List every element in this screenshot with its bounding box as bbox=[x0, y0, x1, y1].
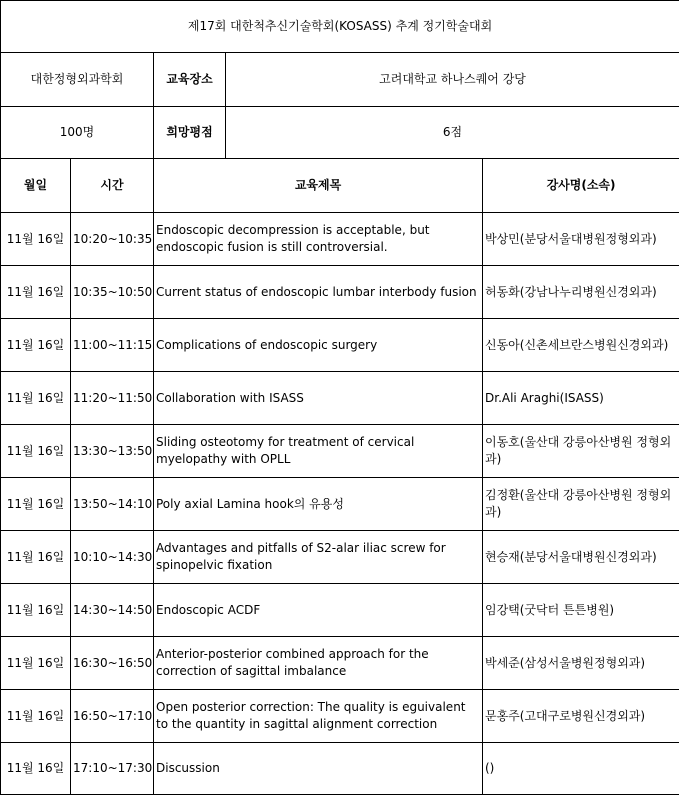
session-date: 11월 16일 bbox=[1, 372, 71, 425]
credit-label: 희망평점 bbox=[154, 107, 226, 159]
session-time: 13:50~14:10 bbox=[71, 478, 154, 531]
credit-value: 6점 bbox=[226, 107, 679, 159]
session-row bbox=[1, 478, 679, 531]
session-speaker: 박세준(삼성서울병원정형외과) bbox=[483, 637, 679, 690]
session-date: 11월 16일 bbox=[1, 319, 71, 372]
session-topic: Advantages and pitfalls of S2-alar iliac screw for spinopelvic fixation bbox=[154, 531, 483, 584]
session-speaker: 박상민(분당서울대병원정형외과) bbox=[483, 213, 679, 266]
session-topic: Endoscopic decompression is acceptable, but endoscopic fusion is still controversial. bbox=[154, 213, 483, 266]
session-topic: Sliding osteotomy for treatment of cervical myelopathy with OPLL bbox=[154, 425, 483, 478]
session-time: 11:20~11:50 bbox=[71, 372, 154, 425]
session-date: 11월 16일 bbox=[1, 266, 71, 319]
organizer: 대한정형외과학회 bbox=[1, 53, 154, 107]
session-topic: Anterior-posterior combined approach for the correction of sagittal imbalance bbox=[154, 637, 483, 690]
session-speaker: 허동화(강남나누리병원신경외과) bbox=[483, 266, 679, 319]
header-time: 시간 bbox=[71, 159, 154, 213]
session-row bbox=[1, 743, 679, 795]
session-row bbox=[1, 266, 679, 319]
session-date: 11월 16일 bbox=[1, 213, 71, 266]
session-time: 17:10~17:30 bbox=[71, 743, 154, 795]
session-speaker: 신동아(신촌세브란스병원신경외과) bbox=[483, 319, 679, 372]
session-row bbox=[1, 531, 679, 584]
session-speaker: 문홍주(고대구로병원신경외과) bbox=[483, 690, 679, 743]
session-topic: Discussion bbox=[154, 743, 483, 795]
location-label: 교육장소 bbox=[154, 53, 226, 107]
session-speaker: 이동호(울산대 강릉아산병원 정형외과) bbox=[483, 425, 679, 478]
session-date: 11월 16일 bbox=[1, 425, 71, 478]
session-date: 11월 16일 bbox=[1, 637, 71, 690]
header-speaker: 강사명(소속) bbox=[483, 159, 679, 213]
session-topic: Poly axial Lamina hook의 유용성 bbox=[154, 478, 483, 531]
session-time: 10:35~10:50 bbox=[71, 266, 154, 319]
session-topic: Endoscopic ACDF bbox=[154, 584, 483, 637]
session-row bbox=[1, 213, 679, 266]
session-speaker: 김정환(울산대 강릉아산병원 정형외과) bbox=[483, 478, 679, 531]
session-date: 11월 16일 bbox=[1, 478, 71, 531]
location-value: 고려대학교 하나스퀘어 강당 bbox=[226, 53, 679, 107]
session-topic: Collaboration with ISASS bbox=[154, 372, 483, 425]
session-topic: Open posterior correction: The quality is eguivalent to the quantity in sagittal alignment correction bbox=[154, 690, 483, 743]
session-speaker: () bbox=[483, 743, 679, 795]
session-row bbox=[1, 319, 679, 372]
session-time: 10:10~14:30 bbox=[71, 531, 154, 584]
session-row bbox=[1, 637, 679, 690]
session-date: 11월 16일 bbox=[1, 690, 71, 743]
session-time: 13:30~13:50 bbox=[71, 425, 154, 478]
session-time: 11:00~11:15 bbox=[71, 319, 154, 372]
attendee-count: 100명 bbox=[1, 107, 154, 159]
session-row bbox=[1, 425, 679, 478]
session-row bbox=[1, 372, 679, 425]
session-time: 16:30~16:50 bbox=[71, 637, 154, 690]
event-title: 제17회 대한척추신기술학회(KOSASS) 추계 정기학술대회 bbox=[1, 1, 679, 53]
session-date: 11월 16일 bbox=[1, 584, 71, 637]
session-row bbox=[1, 690, 679, 743]
header-date: 월일 bbox=[1, 159, 71, 213]
session-date: 11월 16일 bbox=[1, 531, 71, 584]
session-time: 10:20~10:35 bbox=[71, 213, 154, 266]
session-date: 11월 16일 bbox=[1, 743, 71, 795]
session-speaker: 임강택(굿닥터 튼튼병원) bbox=[483, 584, 679, 637]
session-list bbox=[1, 213, 679, 795]
session-time: 16:50~17:10 bbox=[71, 690, 154, 743]
header-topic: 교육제목 bbox=[154, 159, 483, 213]
session-speaker: Dr.Ali Araghi(ISASS) bbox=[483, 372, 679, 425]
session-topic: Current status of endoscopic lumbar interbody fusion bbox=[154, 266, 483, 319]
session-row bbox=[1, 584, 679, 637]
session-speaker: 현승재(분당서울대병원신경외과) bbox=[483, 531, 679, 584]
session-time: 14:30~14:50 bbox=[71, 584, 154, 637]
session-topic: Complications of endoscopic surgery bbox=[154, 319, 483, 372]
